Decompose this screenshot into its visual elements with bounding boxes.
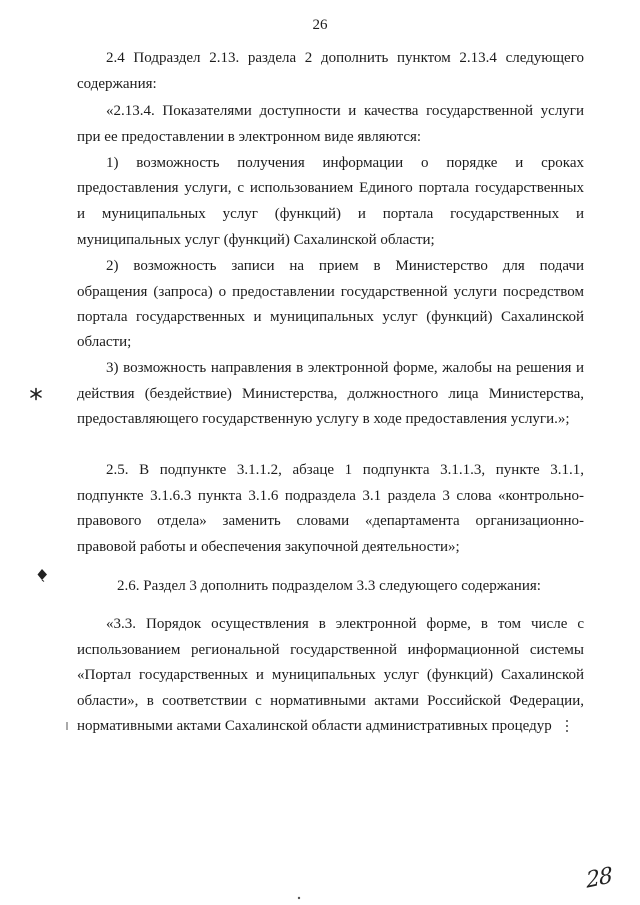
handwritten-page-number: 28 [585, 863, 613, 894]
text-line: «2.13.4. Показателями доступности и качества государственной услуги [106, 103, 584, 119]
text-line: области», в соответствии с нормативными актами Российской Федерации, [77, 693, 584, 709]
page-number: 26 [312, 17, 328, 33]
text-line: 2) возможность записи на прием в Министерство для подачи [106, 258, 584, 274]
text-line: содержания: [77, 76, 157, 92]
text-line: 2.6. Раздел 3 дополнить подразделом 3.3 следующего содержания: [117, 578, 541, 594]
text-line: использованием региональной государственной информационной системы [77, 642, 584, 658]
text-line: при ее предоставлении в электронном виде являются: [77, 129, 422, 145]
diamond-mark-icon [35, 568, 49, 582]
text-line: правовой работы и обеспечения закупочной деятельности»; [77, 539, 460, 555]
text-line: нормативными актами Сахалинской области административных процедур [77, 718, 552, 734]
asterisk-mark-icon [29, 387, 43, 401]
scan-speck-icon [564, 718, 570, 734]
text-line: «3.3. Порядок осуществления в электронной форме, в том числе с [106, 616, 584, 632]
text-line: 2.5. В подпункте 3.1.1.2, абзаце 1 подпункта 3.1.1.3, пункте 3.1.1, [106, 462, 584, 478]
text-line: предоставления услуги, с использованием Единого портала государственных [77, 180, 584, 196]
text-line: 2.4 Подраздел 2.13. раздела 2 дополнить пунктом 2.13.4 следующего [106, 50, 584, 66]
text-line: подпункте 3.1.6.3 пункта 3.1.6 подраздела 3.1 раздела 3 слова «контрольно- [77, 488, 584, 504]
text-line: предоставляющего государственную услугу в ходе предоставления услуги.»; [77, 411, 570, 427]
text-line: муниципальных услуг (функций) Сахалинской области; [77, 232, 435, 248]
text-line: действия (бездействие) Министерства, должностного лица Министерства, [77, 386, 584, 402]
text-line: 1) возможность получения информации о порядке и сроках [106, 155, 584, 171]
text-line: области; [77, 334, 132, 350]
text-line: портала государственных и муниципальных услуг (функций) Сахалинской [77, 309, 584, 325]
text-line: 3) возможность направления в электронной форме, жалобы на решения и [106, 360, 584, 376]
scan-speck-icon [64, 720, 70, 732]
text-line: обращения (запроса) о предоставлении государственной услуги посредством [77, 284, 584, 300]
text-line: правового отдела» заменить словами «департамента организационно- [77, 513, 584, 529]
scan-speck-icon [295, 894, 303, 902]
text-line: и муниципальных услуг (функций) и портала государственных и [77, 206, 584, 222]
text-line: «Портал государственных и муниципальных услуг (функций) Сахалинской [77, 667, 584, 683]
